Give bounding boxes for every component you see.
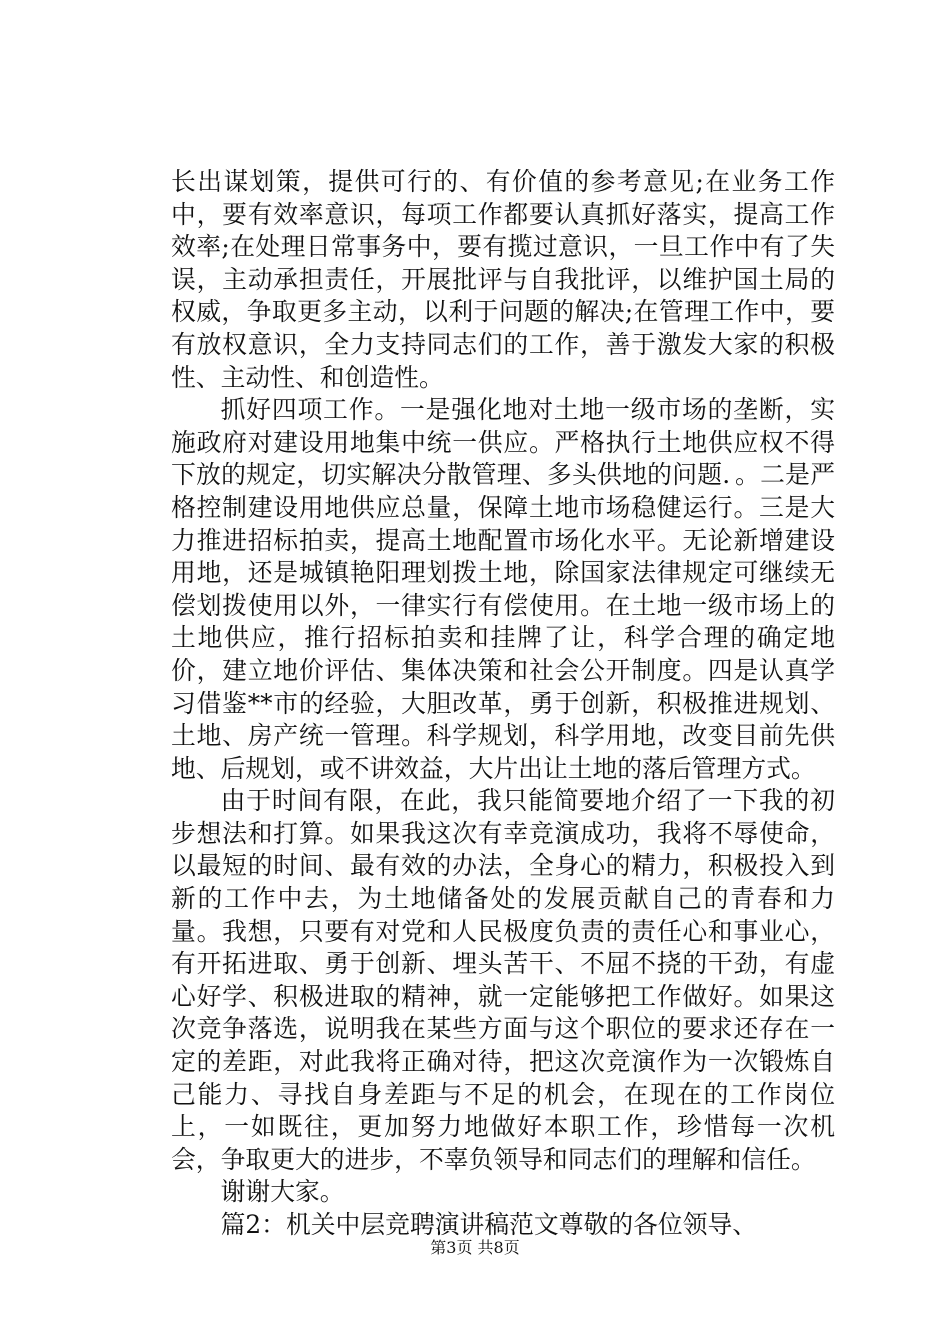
paragraph-5: 篇2：机关中层竞聘演讲稿范文尊敬的各位领导、 xyxy=(220,1210,758,1239)
paragraph-1: 长出谋划策，提供可行的、有价值的参考意见;在业务工作中，要有效率意识，每项工作都要认真抓好落实，提高工作效率;在处理日常事务中，要有揽过意识，一旦工作中有了失误，主动承担责任，开展批评与自我批评，以维护国土局的权威，争取更多主动，以利于问题的解决;在管理工作中，要有放权意识，全力支持同志们的工作，善于激发大家的积极性、主动性、和创造性。 xyxy=(171,167,835,392)
page-footer: 第3页 共8页 xyxy=(430,1238,520,1257)
paragraph-4: 谢谢大家。 xyxy=(220,1177,345,1207)
paragraph-2: 抓好四项工作。一是强化地对土地一级市场的垄断，实施政府对建设用地集中统一供应。严格执行土地供应权不得下放的规定，切实解决分散管理、多头供地的问题．。二是严格控制建设用地供应总量，保障土地市场稳健运行。三是大力推进招标拍卖，提高土地配置市场化水平。无论新增建设用地，还是城镇艳阳理划拨土地，除国家法律规定可继续无偿划拨使用以外，一律实行有偿使用。在土地一级市场上的土地供应，推行招标拍卖和挂牌了让，科学合理的确定地价，建立地价评估、集体决策和社会公开制度。四是认真学习借鉴**市的经验，大胆改革，勇于创新，积极推进规划、土地、房产统一管理。科学规划，科学用地，改变目前先供地、后规划，或不讲效益，大片出让土地的落后管理方式。 xyxy=(171,395,835,783)
document-body xyxy=(171,166,835,1242)
paragraph-3: 由于时间有限，在此，我只能简要地介绍了一下我的初步想法和打算。如果我这次有幸竞演成功，我将不辱使命，以最短的时间、最有效的办法，全身心的精力，积极投入到新的工作中去，为土地储备处的发展贡献自己的青春和力量。我想，只要有对党和人民极度负责的责任心和事业心，有开拓进取、勇于创新、埋头苦干、不屈不挠的干劲，有虚心好学、积极进取的精神，就一定能够把工作做好。如果这次竞争落选，说明我在某些方面与这个职位的要求还存在一定的差距，对此我将正确对待，把这次竞演作为一次锻炼自己能力、寻找自身差距与不足的机会，在现在的工作岗位上，一如既往，更加努力地做好本职工作，珍惜每一次机会，争取更大的进步，不辜负领导和同志们的理解和信任。 xyxy=(171,786,835,1174)
